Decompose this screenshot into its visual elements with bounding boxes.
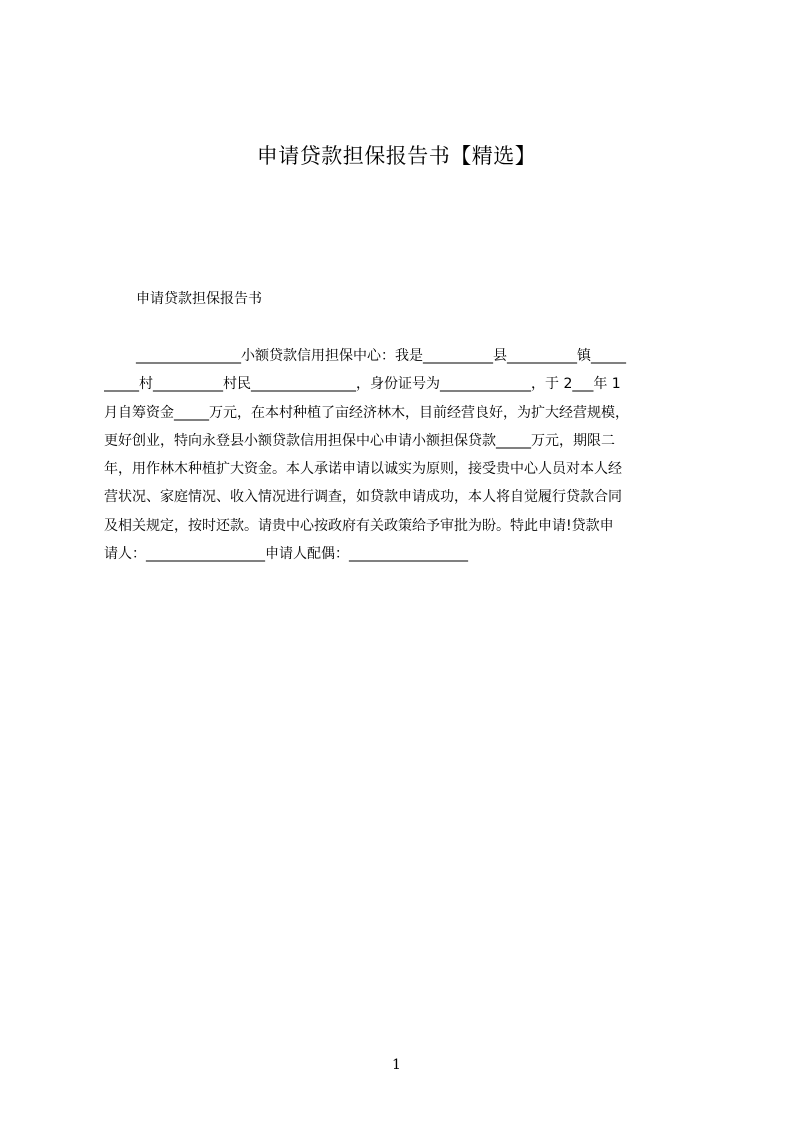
body-line: 年，用作林木种植扩大资金。本人承诺申请以诚实为原则，接受贵中心人员对本人经 (104, 461, 622, 478)
body-line: _______________小额贷款信用担保中心：我是__________县__________镇_____ (136, 348, 626, 364)
body-line: _____村__________村民_______________，身份证号为_____________，于 2___年 1 (104, 376, 621, 393)
body-line: 及相关规定，按时还款。请贵中心按政府有关政策给予审批为盼。特此申请!贷款申 (104, 517, 614, 534)
body-line: 更好创业，特向永登县小额贷款信用担保中心申请小额担保贷款_____万元，期限二 (104, 432, 615, 449)
application-body (104, 342, 698, 568)
body-line: 月自筹资金_____万元，在本村种植了亩经济林木，目前经营良好，为扩大经营规模， (104, 404, 629, 421)
body-line: 营状况、家庭情况、收入情况进行调查，如贷款申请成功，本人将自觉履行贷款合同 (104, 489, 622, 506)
body-line: 请人：_________________申请人配偶：_________________ (104, 546, 468, 563)
document-title: 申请贷款担保报告书【精选】 (256, 144, 537, 168)
page-number: 1 (392, 1057, 401, 1073)
document-subtitle: 申请贷款担保报告书 (136, 291, 262, 307)
